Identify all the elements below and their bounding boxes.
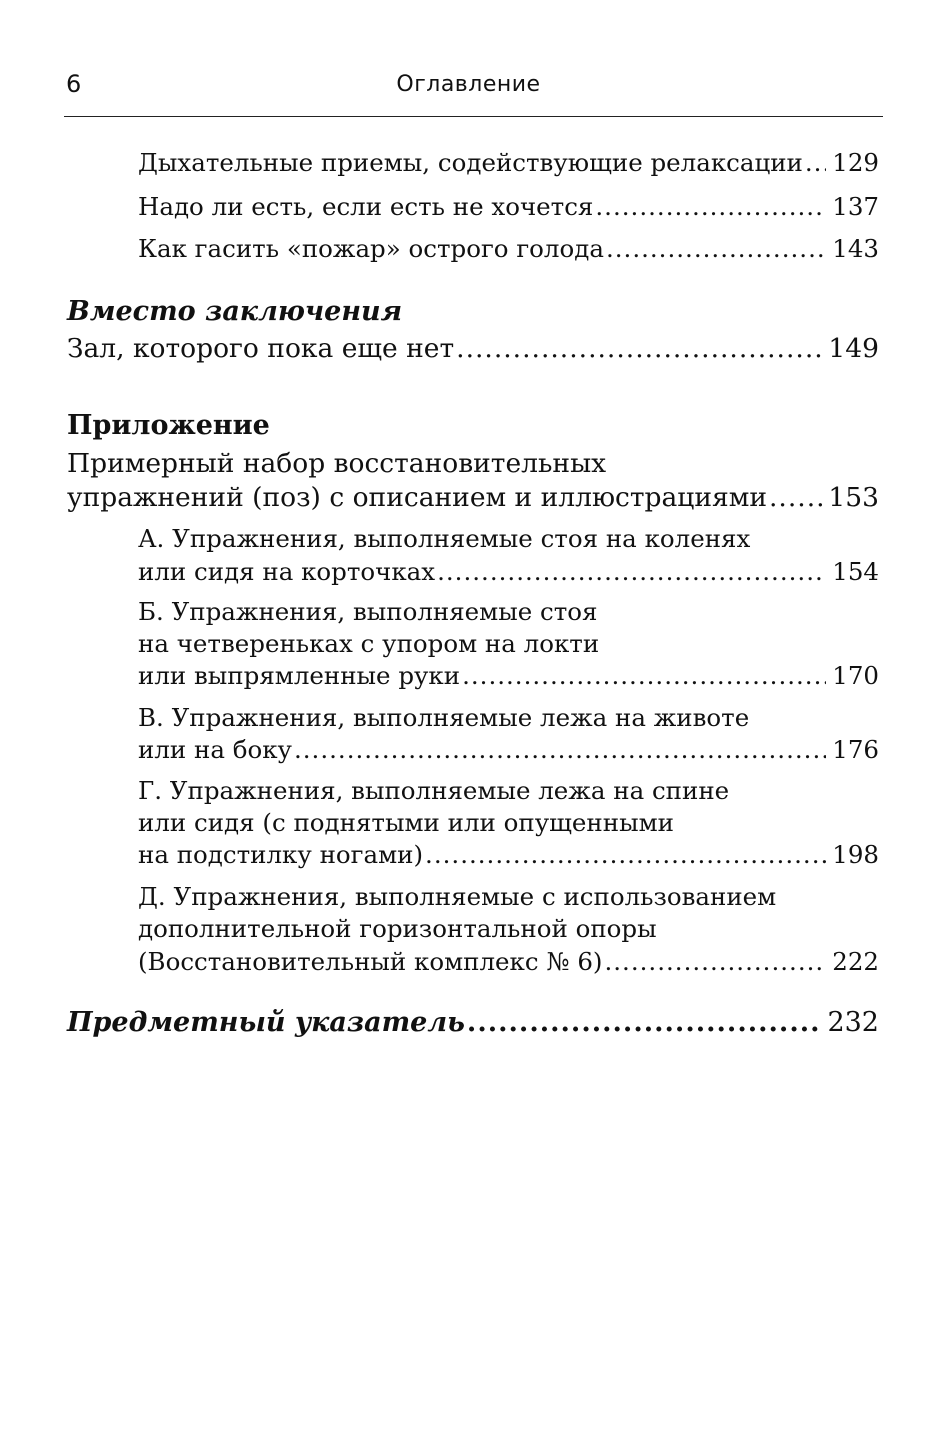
toc-entry-v (138, 735, 879, 764)
toc-entry-index (67, 1007, 879, 1038)
toc-entry-eating (138, 192, 879, 221)
toc-entry-b (138, 661, 879, 690)
toc-entry-page: 232 (827, 1007, 879, 1038)
dot-leader (595, 192, 826, 221)
toc-entry-line: Примерный набор восстановительных (67, 448, 607, 479)
toc-entry-page: 170 (832, 661, 879, 690)
header-rule (64, 116, 883, 117)
toc-entry-d (138, 947, 879, 976)
dot-leader (805, 148, 826, 177)
toc-entry-page: 198 (832, 840, 879, 869)
toc-entry-title: Надо ли есть, если есть не хочется (138, 192, 594, 221)
toc-entry-page: 137 (832, 192, 879, 221)
toc-entry-page: 149 (828, 333, 879, 364)
dot-leader (467, 1007, 822, 1038)
toc-entry-exercises (67, 482, 879, 513)
toc-entry-title: (Восстановительный комплекс № 6) (138, 947, 603, 976)
dot-leader (462, 661, 826, 690)
toc-entry-title: Как гасить «пожар» острого голода (138, 234, 604, 263)
toc-entry-title: на подстилку ногами) (138, 840, 424, 869)
toc-entry-line: Г. Упражнения, выполняемые лежа на спине (138, 776, 730, 805)
section-heading-appendix: Приложение (67, 410, 270, 441)
toc-entry-line: Б. Упражнения, выполняемые стоя (138, 597, 598, 626)
toc-entry-g (138, 840, 879, 869)
toc-entry-hall (67, 333, 879, 364)
toc-entry-page: 143 (832, 234, 879, 263)
toc-entry-title: Зал, которого пока еще нет (67, 333, 455, 364)
toc-entry-line: или сидя (с поднятыми или опущенными (138, 808, 674, 837)
dot-leader (456, 333, 822, 364)
dot-leader (437, 557, 826, 586)
page-number: 6 (66, 70, 82, 98)
toc-entry-a (138, 557, 879, 586)
running-title: Оглавление (396, 72, 541, 97)
toc-entry-line: на четвереньках с упором на локти (138, 629, 600, 658)
toc-entry-page: 154 (832, 557, 879, 586)
toc-entry-title: или на боку (138, 735, 292, 764)
dot-leader (425, 840, 826, 869)
toc-entry-hunger (138, 234, 879, 263)
toc-entry-title: или выпрямленные руки (138, 661, 461, 690)
toc-entry-page: 222 (832, 947, 879, 976)
toc-entry-line: дополнительной горизонтальной опоры (138, 914, 657, 943)
dot-leader (604, 947, 826, 976)
dot-leader (294, 735, 826, 764)
section-heading-conclusion: Вместо заключения (67, 296, 403, 327)
toc-entry-title: или сидя на корточках (138, 557, 436, 586)
toc-entry-page: 176 (832, 735, 879, 764)
toc-entry-page: 129 (832, 148, 879, 177)
toc-entry-line: А. Упражнения, выполняемые стоя на коленях (138, 524, 751, 553)
toc-entry-breathing (138, 148, 879, 177)
toc-entry-line: Д. Упражнения, выполняемые с использованием (138, 882, 777, 911)
toc-entry-page: 153 (828, 482, 879, 513)
toc-entry-line: В. Упражнения, выполняемые лежа на животе (138, 703, 750, 732)
toc-entry-title: упражнений (поз) с описанием и иллюстрациями (67, 482, 767, 513)
toc-entry-title: Предметный указатель (67, 1007, 465, 1038)
toc-entry-title: Дыхательные приемы, содействующие релаксации (138, 148, 803, 177)
dot-leader (769, 482, 822, 513)
dot-leader (606, 234, 826, 263)
